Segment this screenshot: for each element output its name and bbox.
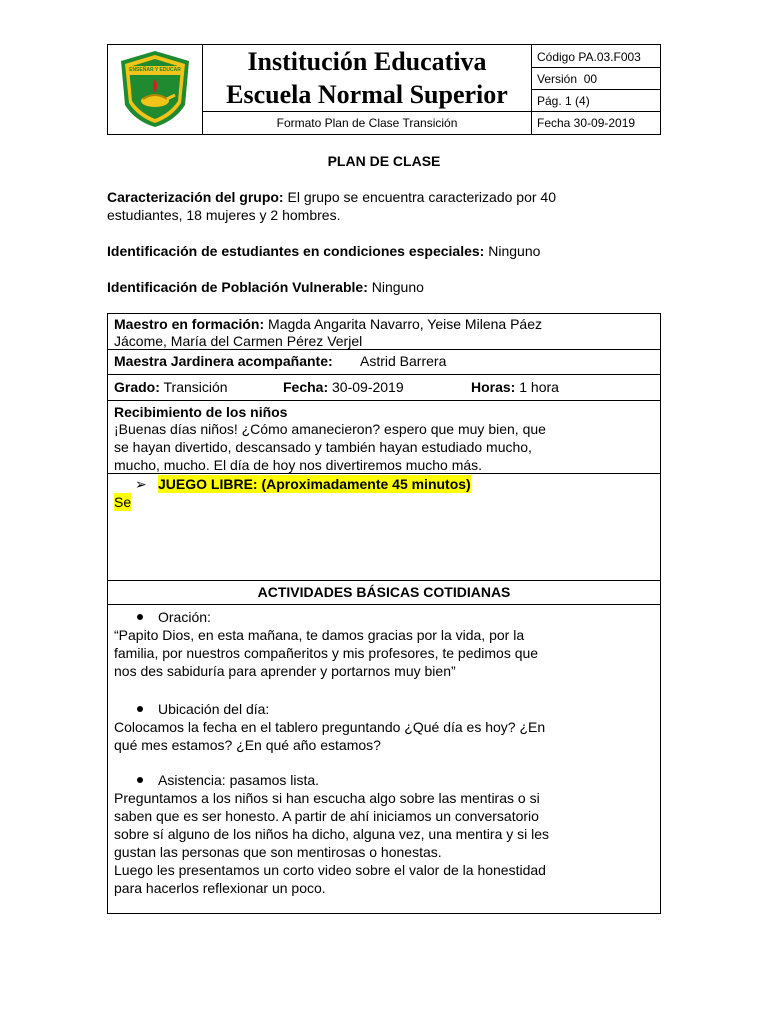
maestro-label: Maestro en formación: [114, 316, 265, 332]
jardinera-label: Maestra Jardinera acompañante: [114, 353, 333, 369]
horas-label: Horas: [471, 379, 516, 395]
caracterizacion-text-1: El grupo se encuentra caracterizado por 40 [283, 189, 556, 205]
especiales-label: Identificación de estudiantes en condiciones especiales: [107, 243, 485, 259]
header-title-line2: Escuela Normal Superior [226, 80, 508, 109]
especiales-value: Ninguno [484, 243, 541, 259]
header-subtitle: Formato Plan de Clase Transición [276, 116, 458, 130]
asistencia-line-3: sobre sí alguno de los niños ha dicho, alguna vez, una mentira y si les [114, 826, 550, 842]
oracion-line-2: familia, por nuestros compañeritos y mis profesores, te pedimos que [114, 645, 539, 661]
meta-fecha: Fecha 30-09-2019 [537, 116, 636, 130]
recibimiento-title: Recibimiento de los niños [114, 404, 288, 420]
juego-libre-text: Se [114, 494, 132, 510]
meta-pagina: Pág. 1 (4) [537, 94, 590, 108]
logo-motto: ENSEÑAR Y EDUCAR [129, 67, 181, 73]
institution-logo [115, 49, 195, 129]
oracion-bullet: Oración: [158, 609, 211, 625]
recibimiento-line-1: ¡Buenas días niños! ¿Cómo amanecieron? espero que muy bien, que [114, 421, 546, 437]
fecha-field [283, 378, 404, 396]
doc-title: PLAN DE CLASE [327, 153, 441, 169]
jardinera-value: Astrid Barrera [360, 353, 447, 369]
caracterizacion-text-2: estudiantes, 18 mujeres y 2 hombres. [107, 207, 341, 223]
asistencia-line-6: para hacerlos reflexionar un poco. [114, 880, 326, 896]
ubicacion-bullet: Ubicación del día: [158, 701, 270, 717]
grado-label: Grado: [114, 379, 160, 395]
asistencia-line-4: gustan las personas que son mentirosas o honestas. [114, 844, 442, 860]
juego-libre-label: JUEGO LIBRE: (Aproximadamente 45 minutos) [158, 476, 471, 492]
asistencia-line-1: Preguntamos a los niños si han escucha algo sobre las mentiras o si [114, 790, 540, 806]
maestro-value-2: Jácome, María del Carmen Pérez Verjel [114, 333, 363, 349]
meta-codigo: Código PA.03.F003 [537, 50, 641, 64]
asistencia-bullet: Asistencia: pasamos lista. [158, 772, 320, 788]
meta-version: Versión 00 [537, 72, 598, 86]
recibimiento-line-2: se hayan divertido, descansado y también hayan estudiado mucho, [114, 439, 532, 455]
grado-value: Transición [159, 379, 228, 395]
asistencia-bullet-icon [137, 777, 143, 783]
shield-logo-icon [115, 49, 195, 129]
especiales-line [107, 242, 540, 260]
caracterizacion-paragraph [107, 188, 667, 206]
fecha-value: 30-09-2019 [328, 379, 404, 395]
horas-field [471, 378, 559, 396]
horas-value: 1 hora [515, 379, 559, 395]
fecha-label: Fecha: [283, 379, 329, 395]
ubicacion-line-2: qué mes estamos? ¿En qué año estamos? [114, 737, 381, 753]
asistencia-line-2: saben que es ser honesto. A partir de ahí iniciamos un conversatorio [114, 808, 539, 824]
asistencia-line-5: Luego les presentamos un corto video sobre el valor de la honestidad [114, 862, 546, 878]
maestro-value-1: Magda Angarita Navarro, Yeise Milena Páez [264, 316, 542, 332]
oracion-line-3: nos des sabiduría para aprender y portarnos muy bien” [114, 663, 456, 679]
ubicacion-line-1: Colocamos la fecha en el tablero preguntando ¿Qué día es hoy? ¿En [114, 719, 546, 735]
vulnerable-line [107, 278, 424, 296]
actividades-title: ACTIVIDADES BÁSICAS COTIDIANAS [257, 584, 511, 600]
vulnerable-value: Ninguno [367, 279, 424, 295]
oracion-bullet-icon [137, 614, 143, 620]
grado-field [114, 378, 228, 396]
header-title-line1: Institución Educativa [247, 47, 487, 76]
maestro-line-1 [114, 315, 542, 333]
vulnerable-label: Identificación de Población Vulnerable: [107, 279, 368, 295]
recibimiento-line-3: mucho, mucho. El día de hoy nos divertiremos mucho más. [114, 457, 483, 473]
oracion-line-1: “Papito Dios, en esta mañana, te damos gracias por la vida, por la [114, 627, 525, 643]
juego-bullet-icon: ➢ [135, 476, 147, 492]
ubicacion-bullet-icon [137, 706, 143, 712]
caracterizacion-label: Caracterización del grupo: [107, 189, 284, 205]
